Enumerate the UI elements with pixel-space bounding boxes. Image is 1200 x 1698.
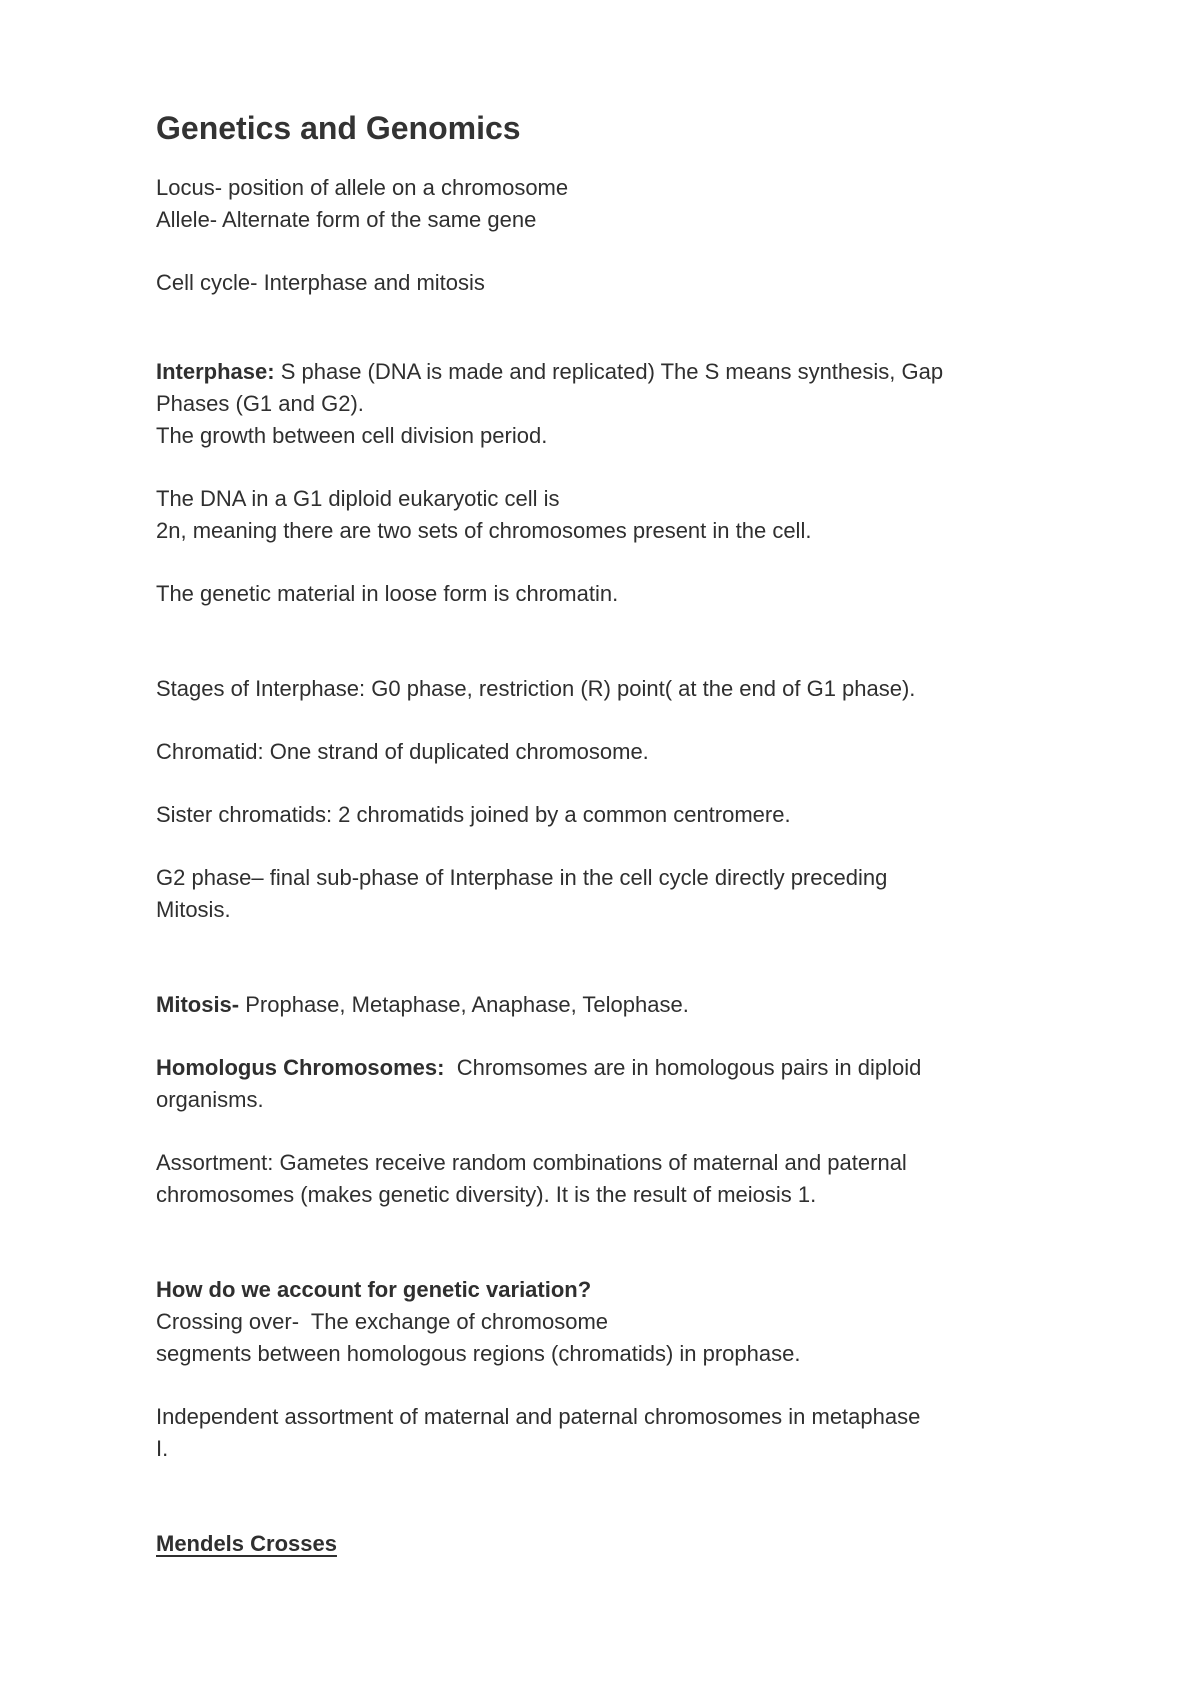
dna-line-1: The DNA in a G1 diploid eukaryotic cell is <box>156 486 560 511</box>
homologous-label: Homologus Chromosomes: <box>156 1055 445 1080</box>
locus-definition: Locus- position of allele on a chromosome <box>156 175 569 200</box>
interphase-line-3: The growth between cell division period. <box>156 423 548 448</box>
allele-definition: Allele- Alternate form of the same gene <box>156 207 537 232</box>
variation-heading: How do we account for genetic variation? <box>156 1277 592 1302</box>
chromatin-line: The genetic material in loose form is chromatin. <box>156 581 619 606</box>
page-title: Genetics and Genomics <box>156 110 521 146</box>
dna-line-2: 2n, meaning there are two sets of chromosomes present in the cell. <box>156 518 812 543</box>
independent-assortment-line-2: I. <box>156 1436 169 1461</box>
interphase-text: S phase (DNA is made and replicated) The S means synthesis, Gap <box>274 359 944 384</box>
document-body <box>156 108 1076 1560</box>
assortment-line-1: Assortment: Gametes receive random combinations of maternal and paternal <box>156 1150 907 1175</box>
homologous-line-2: organisms. <box>156 1087 264 1112</box>
mitosis-label: Mitosis- <box>156 992 240 1017</box>
crossing-over-line-1: Crossing over- The exchange of chromosome <box>156 1309 609 1334</box>
interphase-line-2: Phases (G1 and G2). <box>156 391 364 416</box>
crossing-over-line-2: segments between homologous regions (chromatids) in prophase. <box>156 1341 801 1366</box>
interphase-paragraph <box>156 356 1076 388</box>
g2-phase-line-1: G2 phase– final sub-phase of Interphase in the cell cycle directly preceding <box>156 865 888 890</box>
sister-chromatids-definition: Sister chromatids: 2 chromatids joined by a common centromere. <box>156 802 791 827</box>
chromatid-definition: Chromatid: One strand of duplicated chromosome. <box>156 739 649 764</box>
mendels-crosses-heading: Mendels Crosses <box>156 1531 337 1556</box>
homologous-text: Chromsomes are in homologous pairs in diploid <box>444 1055 922 1080</box>
independent-assortment-line-1: Independent assortment of maternal and paternal chromosomes in metaphase <box>156 1404 921 1429</box>
assortment-line-2: chromosomes (makes genetic diversity). It is the result of meiosis 1. <box>156 1182 817 1207</box>
cell-cycle-definition: Cell cycle- Interphase and mitosis <box>156 270 485 295</box>
homologous-paragraph <box>156 1052 1076 1084</box>
mitosis-text: Prophase, Metaphase, Anaphase, Telophase. <box>239 992 689 1017</box>
interphase-stages-line: Stages of Interphase: G0 phase, restriction (R) point( at the end of G1 phase). <box>156 676 916 701</box>
mitosis-paragraph <box>156 989 1076 1021</box>
g2-phase-line-2: Mitosis. <box>156 897 231 922</box>
interphase-label: Interphase: <box>156 359 275 384</box>
